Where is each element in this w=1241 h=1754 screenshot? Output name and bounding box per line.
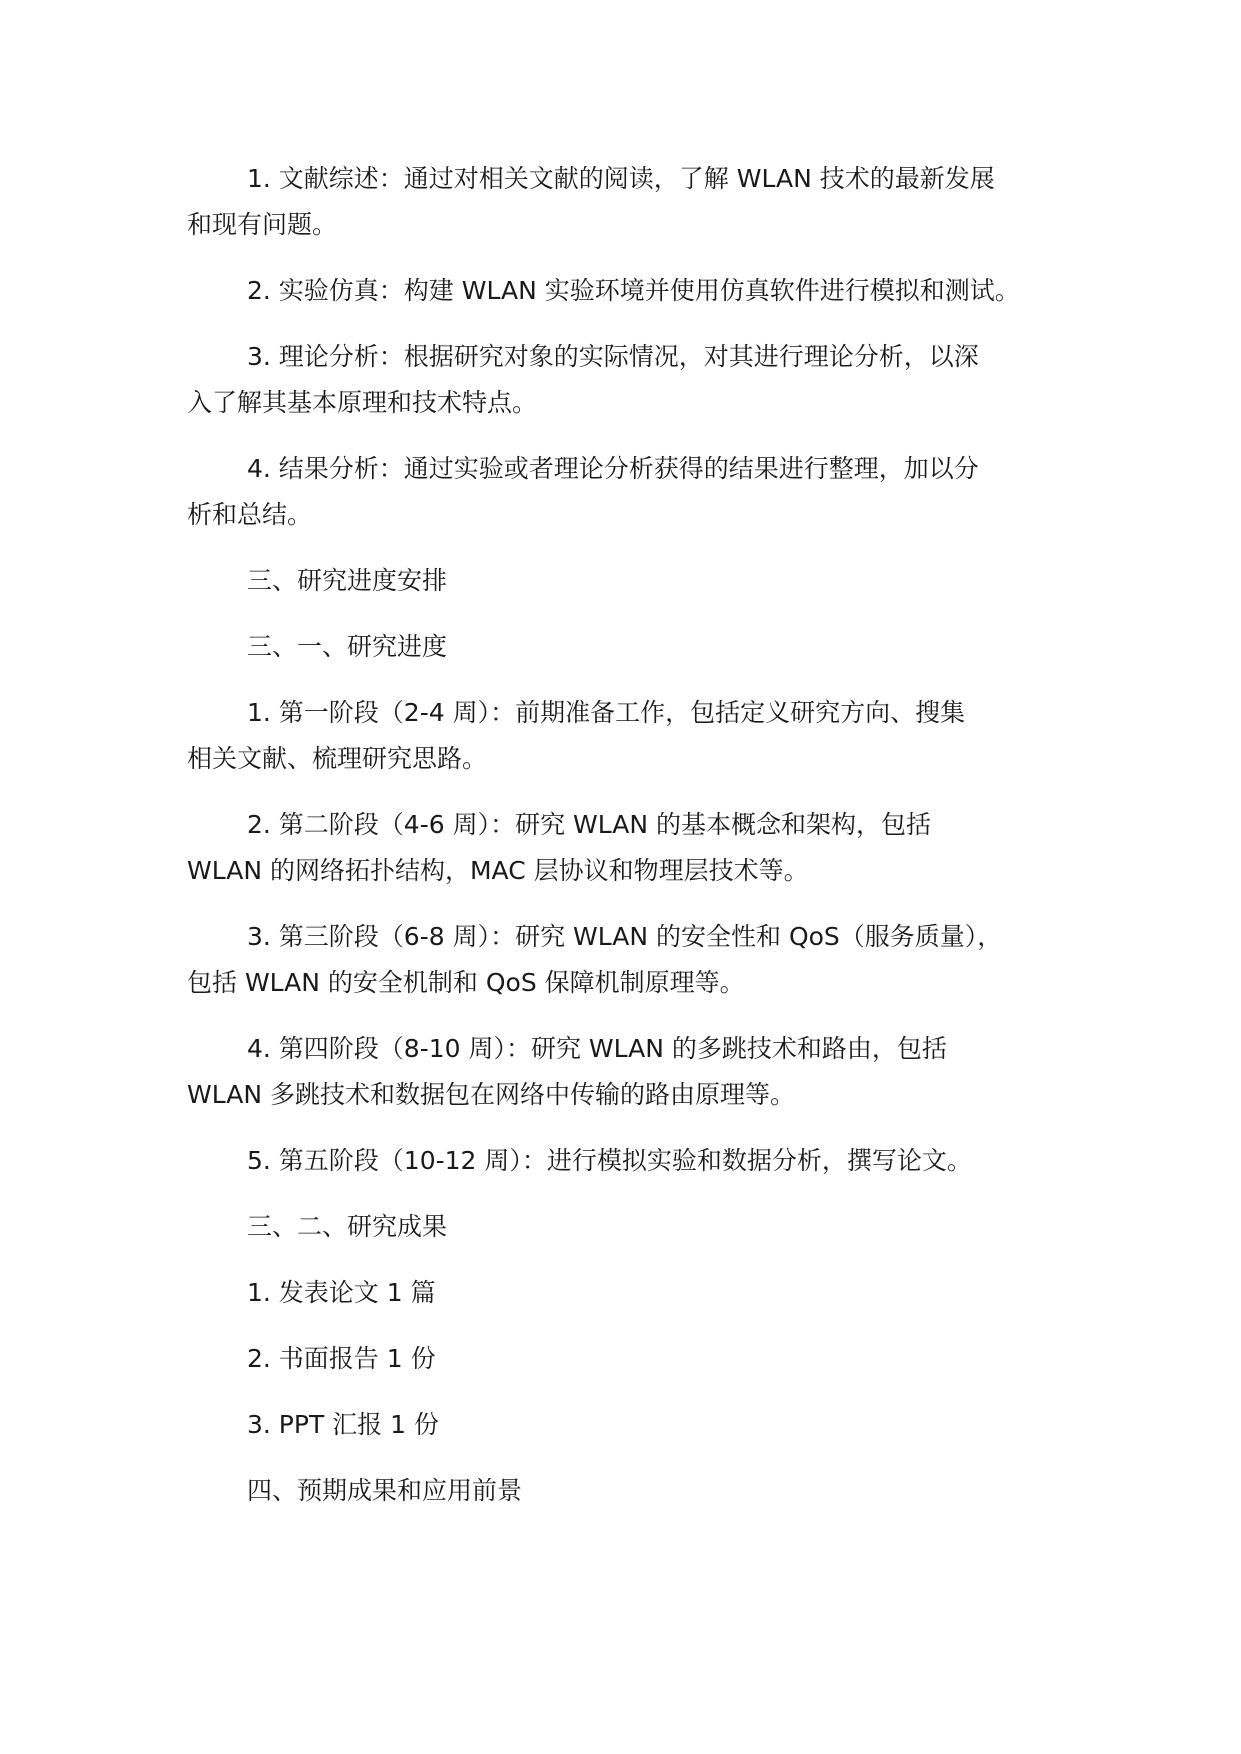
document-body [187, 156, 1087, 1514]
paragraph-method-literature-review: 1. 文献综述：通过对相关文献的阅读，了解 WLAN 技术的最新发展 和现有问题。 [187, 164, 995, 239]
subheading-results: 三、二、研究成果 [247, 1212, 448, 1241]
heading-schedule: 三、研究进度安排 [247, 566, 448, 595]
paragraph-result-report: 2. 书面报告 1 份 [247, 1344, 436, 1373]
paragraph-stage-3: 3. 第三阶段（6-8 周）：研究 WLAN 的安全性和 QoS（服务质量）， 包括 WLAN 的安全机制和 QoS 保障机制原理等。 [187, 922, 1003, 997]
paragraph-stage-2: 2. 第二阶段（4-6 周）：研究 WLAN 的基本概念和架构，包括 WLAN 的网络拓扑结构，MAC 层协议和物理层技术等。 [187, 810, 931, 885]
paragraph-method-result-analysis: 4. 结果分析：通过实验或者理论分析获得的结果进行整理，加以分 析和总结。 [187, 454, 979, 529]
paragraph-result-paper: 1. 发表论文 1 篇 [247, 1278, 436, 1307]
paragraph-result-ppt: 3. PPT 汇报 1 份 [247, 1410, 439, 1439]
paragraph-method-simulation: 2. 实验仿真：构建 WLAN 实验环境并使用仿真软件进行模拟和测试。 [247, 276, 1020, 305]
paragraph-method-theory-analysis: 3. 理论分析：根据研究对象的实际情况，对其进行理论分析，以深 入了解其基本原理和技术特点。 [187, 342, 979, 417]
paragraph-stage-4: 4. 第四阶段（8-10 周）：研究 WLAN 的多跳技术和路由，包括 WLAN 多跳技术和数据包在网络中传输的路由原理等。 [187, 1034, 947, 1109]
paragraph-stage-5: 5. 第五阶段（10-12 周）：进行模拟实验和数据分析，撰写论文。 [247, 1146, 972, 1175]
heading-expected-outcomes: 四、预期成果和应用前景 [247, 1476, 523, 1505]
paragraph-stage-1: 1. 第一阶段（2-4 周）：前期准备工作，包括定义研究方向、搜集 相关文献、梳理研究思路。 [187, 698, 966, 773]
subheading-progress: 三、一、研究进度 [247, 632, 448, 661]
